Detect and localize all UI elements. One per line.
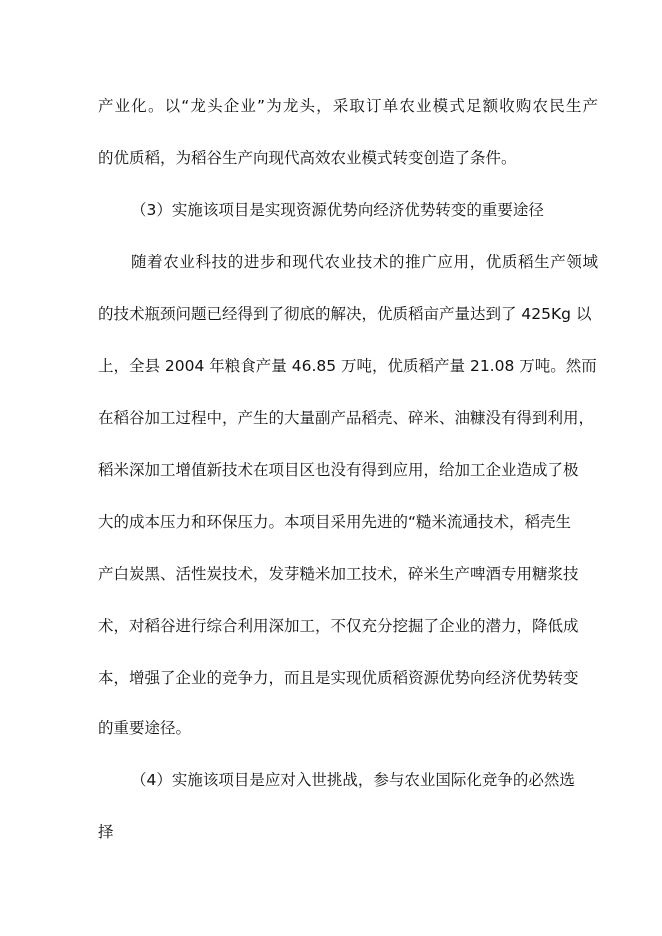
body-line-5: 的技术瓶颈问题已经得到了彻底的解决，优质稻亩产量达到了 425Kg 以 bbox=[98, 305, 592, 323]
body-line-6: 上，全县 2004 年粮食产量 46.85 万吨，优质稻产量 21.08 万吨。然而 bbox=[98, 357, 597, 375]
body-line-11: 术，对稻谷进行综合利用深加工，不仅充分挖掘了企业的潜力，降低成 bbox=[98, 617, 579, 635]
body-line-15: 择 bbox=[98, 823, 114, 841]
section-heading-4: （4）实施该项目是应对入世挑战，参与农业国际化竞争的必然选 bbox=[131, 771, 575, 789]
body-line-2: 的优质稻，为稻谷生产向现代高效农业模式转变创造了条件。 bbox=[98, 149, 517, 167]
body-line-8: 稻米深加工增值新技术在项目区也没有得到应用，给加工企业造成了极 bbox=[98, 461, 579, 479]
body-line-4: 随着农业科技的进步和现代农业技术的推广应用，优质稻生产领域 bbox=[131, 253, 598, 271]
body-line-13: 的重要途径。 bbox=[98, 719, 192, 737]
body-line-10: 产白炭黑、活性炭技术，发芽糙米加工技术，碎米生产啤酒专用糖浆技 bbox=[98, 565, 579, 583]
body-line-12: 本，增强了企业的竞争力，而且是实现优质稻资源优势向经济优势转变 bbox=[98, 669, 579, 687]
body-line-7: 在稻谷加工过程中，产生的大量副产品稻壳、碎米、油糠没有得到利用， bbox=[98, 409, 595, 427]
body-line-9: 大的成本压力和环保压力。本项目采用先进的“糙米流通技术，稻壳生 bbox=[98, 513, 572, 531]
section-heading-3: （3）实施该项目是实现资源优势向经济优势转变的重要途径 bbox=[131, 201, 544, 219]
body-line-1: 产业化。以“龙头企业”为龙头，采取订单农业模式足额收购农民生产 bbox=[98, 97, 598, 115]
